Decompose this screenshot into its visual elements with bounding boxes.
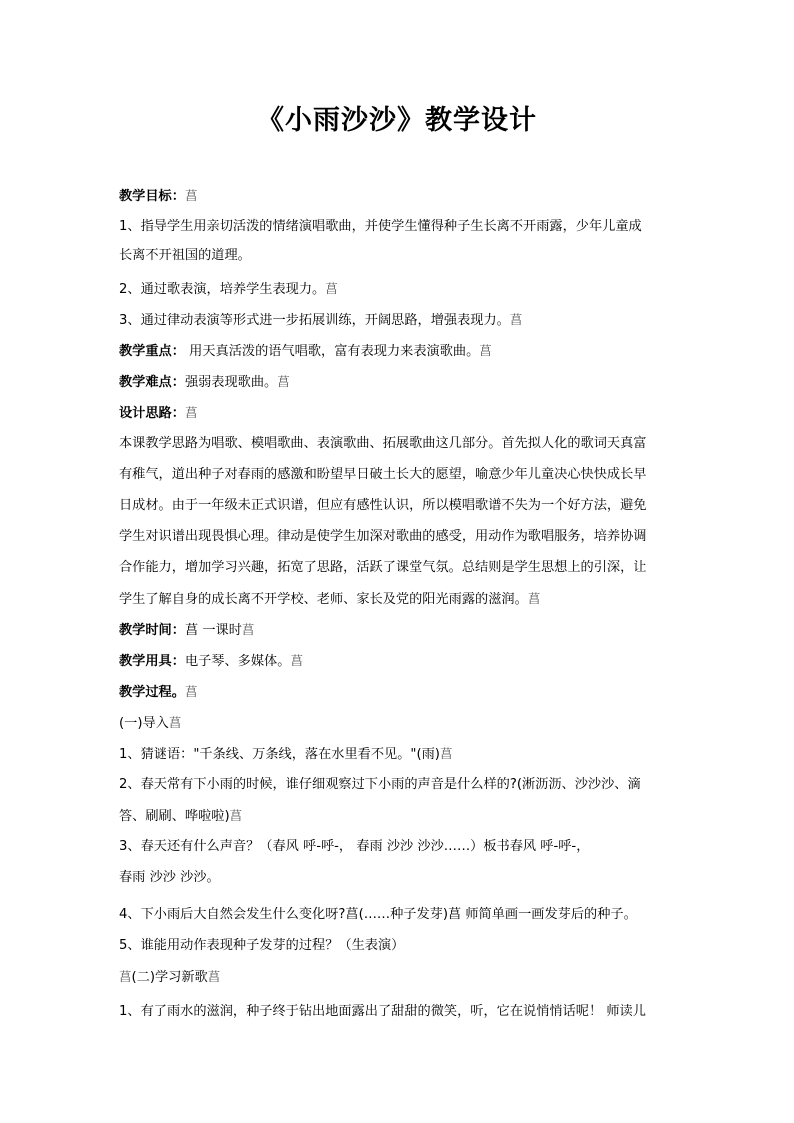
marker-glyph: 菖: [168, 715, 182, 730]
line-text: 春雨 沙沙 沙沙。: [119, 870, 220, 885]
text-line: [119, 465, 689, 485]
text-line: [119, 434, 689, 454]
line-text: 有稚气，道出种子对春雨的感激和盼望早日破土长大的愿望，喻意少年儿童决心快快成长早: [119, 467, 647, 482]
marker-glyph: 菖: [184, 684, 198, 699]
text-line: [119, 744, 689, 765]
line-text: 1、指导学生用亲切活泼的情绪演唱歌曲，并使学生懂得种子生长离不开雨露，少年儿童成: [119, 219, 642, 234]
text-line: [119, 775, 689, 795]
marker-glyph: 菖: [479, 343, 492, 358]
line-text: 合作能力，增加学习兴趣，拓宽了思路，活跃了课堂气氛。总结则是学生思想上的引深，让: [119, 560, 647, 575]
section-label: 设计思路：: [119, 406, 185, 421]
line-text: 长离不开祖国的道理。: [119, 248, 251, 263]
line-text: (二)学习新歌: [131, 970, 208, 985]
marker-glyph: 菖: [207, 969, 221, 984]
text-line: [119, 620, 689, 641]
marker-glyph: 菖: [241, 622, 255, 637]
text-line: [119, 527, 689, 547]
line-text: (一)导入: [119, 716, 169, 731]
text-line: [119, 496, 689, 516]
line-text: 强弱表现歌曲。: [184, 375, 278, 390]
line-text: 4、下小雨后大自然会发生什么变化呀?菖(……种子发芽)菖 师简单画一画发芽后的种子。: [119, 907, 637, 922]
marker-glyph: 菖: [184, 188, 198, 203]
line-text: 本课教学思路为唱歌、模唱歌曲、表演歌曲、拓展歌曲这几部分。首先拟人化的歌词天真富: [119, 436, 647, 451]
line-text: 3、春天还有什么声音？（春风 呼-呼-， 春雨 沙沙 沙沙……）板书春风 呼-呼-，: [119, 839, 590, 854]
line-text: 学生对识谱出现畏惧心理。律动是使学生加深对歌曲的感受，用动作为歌唱服务，培养协调: [119, 529, 647, 544]
line-text: 2、通过歌表演，培养学生表现力。: [119, 282, 326, 297]
marker-glyph: 菖: [325, 281, 338, 296]
section-label: 教学用具：: [119, 654, 185, 669]
marker-glyph: 菖: [184, 405, 198, 420]
text-line: [119, 372, 689, 393]
line-text: 菖 一课时: [184, 623, 242, 638]
line-text: 5、谁能用动作表现种子发芽的过程？（生表演）: [119, 938, 405, 953]
text-line: [119, 341, 689, 362]
section-label: 教学过程。: [119, 685, 185, 700]
text-line: [119, 246, 689, 266]
text-line: [119, 682, 689, 703]
marker-glyph: 菖: [229, 808, 243, 823]
text-line: [119, 905, 689, 925]
line-text: 电子琴、多媒体。: [184, 654, 291, 669]
text-line: [119, 1002, 689, 1022]
section-label: 教学目标：: [119, 189, 185, 204]
text-line: [119, 558, 689, 578]
text-line: [119, 713, 689, 734]
marker-glyph: 菖: [277, 374, 290, 389]
line-text: 1、猜谜语："千条线、万条线，落在水里看不见。"(雨): [119, 747, 440, 762]
text-line: [119, 651, 689, 672]
document-title: 《小雨沙沙》教学设计: [257, 105, 537, 136]
text-line: [119, 403, 689, 424]
line-text: 1、有了雨水的滋润，种子终于钻出地面露出了甜甜的微笑，听，它在说悄悄话呢！ 师读儿: [119, 1004, 646, 1019]
section-label: 教学重点：: [119, 344, 185, 359]
line-text: 2、春天常有下小雨的时候，谁仔细观察过下小雨的声音是什么样的?(淅沥沥、沙沙沙、滴: [119, 777, 641, 792]
text-line: [119, 837, 689, 857]
text-line: [119, 936, 689, 956]
marker-glyph: 菖: [527, 591, 541, 606]
text-line: [119, 967, 689, 988]
line-text: 日成材。由于一年级未正式识谱，但应有感性认识，所以模唱歌谱不失为一个好方法，避免: [119, 498, 647, 513]
section-label: 教学难点：: [119, 375, 185, 390]
line-text: 用天真活泼的语气唱歌，富有表现力来表演歌曲。: [184, 344, 480, 359]
text-line: [119, 868, 689, 888]
text-line: [119, 589, 689, 610]
marker-glyph: 菖: [119, 969, 132, 984]
section-label: 教学时间：: [119, 623, 185, 638]
line-text: 学生了解自身的成长离不开学校、老师、家长及党的阳光雨露的滋润。: [119, 592, 528, 607]
text-line: [119, 186, 689, 207]
marker-glyph: 菖: [439, 746, 453, 761]
text-line: [119, 217, 689, 237]
line-text: 答、刷刷、哗啦啦): [119, 809, 230, 824]
line-text: 3、通过律动表演等形式进一步拓展训练，开阔思路，增强表现力。: [119, 313, 510, 328]
text-line: [119, 310, 689, 331]
text-line: [119, 279, 689, 300]
marker-glyph: 菖: [290, 653, 303, 668]
text-line: [119, 806, 689, 827]
marker-glyph: 菖: [509, 312, 523, 327]
